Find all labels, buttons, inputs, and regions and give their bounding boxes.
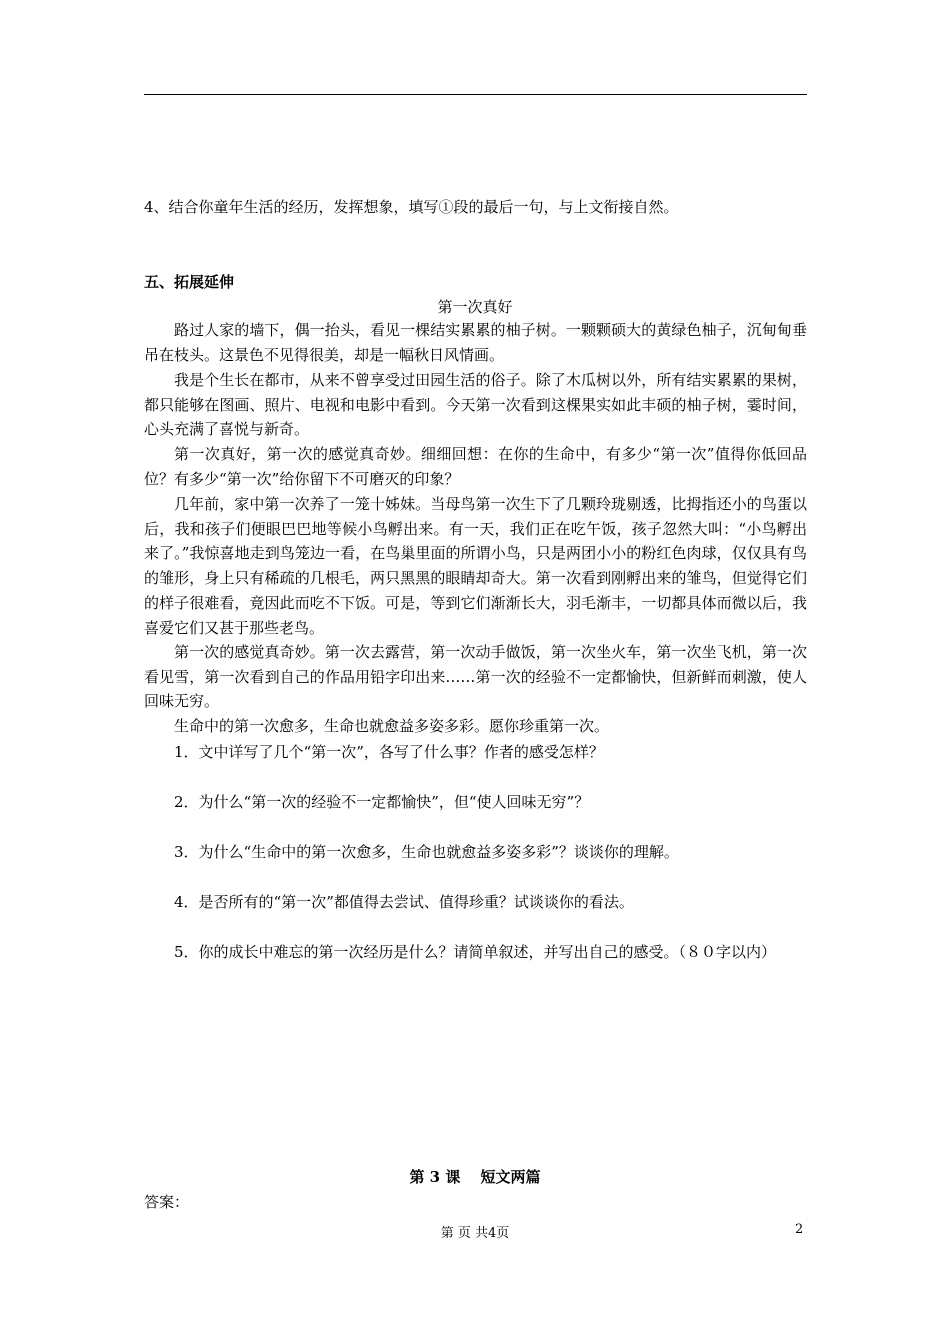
section-heading: 五、拓展延伸 — [144, 273, 235, 291]
header-rule — [144, 94, 807, 95]
question-item: 4．是否所有的“第一次”都值得去尝试、值得珍重？试谈谈你的看法。 — [174, 893, 634, 911]
question-4-previous: 4、结合你童年生活的经历，发挥想象，填写①段的最后一句，与上文衔接自然。 — [144, 198, 679, 216]
article-paragraph: 我是个生长在都市，从来不曾享受过田园生活的俗子。除了木瓜树以外，所有结实累累的果树，都只能够在图画、照片、电视和电影中看到。今天第一次看到这棵果实如此丰硕的柚子树，霎时间，心头充满了喜悦与新奇。 — [144, 371, 807, 439]
question-item: 5．你的成长中难忘的第一次经历是什么？请简单叙述，并写出自己的感受。（８０字以内） — [174, 943, 777, 961]
question-item: 3．为什么“生命中的第一次愈多，生命也就愈益多姿多彩”？谈谈你的理解。 — [174, 843, 679, 861]
article-paragraph: 第一次真好，第一次的感觉真奇妙。细细回想：在你的生命中，有多少“第一次”值得你低回品位？有多少“第一次”给你留下不可磨灭的印象？ — [144, 445, 807, 488]
article-paragraph: 生命中的第一次愈多，生命也就愈益多姿多彩。愿你珍重第一次。 — [174, 717, 610, 735]
footer-page-info: 第 页 共4页 — [440, 1226, 510, 1241]
question-item: 2．为什么“第一次的经验不一定都愉快”，但“使人回味无穷”？ — [174, 793, 590, 811]
page-number: 2 — [795, 1222, 804, 1237]
answer-label: 答案： — [144, 1193, 190, 1211]
article-paragraph: 路过人家的墙下，偶一抬头，看见一棵结实累累的柚子树。一颗颗硕大的黄绿色柚子，沉甸甸垂吊在枝头。这景色不见得很美，却是一幅秋日风情画。 — [144, 321, 807, 364]
article-title: 第一次真好 — [437, 298, 513, 316]
article-paragraph: 几年前，家中第一次养了一笼十姊妹。当母鸟第一次生下了几颗玲珑剔透，比拇指还小的鸟蛋以后，我和孩子们便眼巴巴地等候小鸟孵出来。有一天，我们正在吃午饭，孩子忽然大叫：“小鸟孵出来了。”我惊喜地走到鸟笼边一看，在鸟巢里面的所谓小鸟，只是两团小小的粉红色肉球，仅仅具有鸟的雏形，身上只有稀疏的几根毛，两只黑黑的眼睛却奇大。第一次看到刚孵出来的雏鸟，但觉得它们的样子很难看，竟因此而吃不下饭。可是，等到它们渐渐长大，羽毛渐丰，一切都具体而微以后，我喜爱它们又甚于那些老鸟。 — [144, 495, 807, 637]
question-item: 1．文中详写了几个“第一次”，各写了什么事？作者的感受怎样？ — [174, 743, 604, 761]
article-paragraph: 第一次的感觉真奇妙。第一次去露营，第一次动手做饭，第一次坐火车，第一次坐飞机，第一次看见雪，第一次看到自己的作品用铅字印出来……第一次的经验不一定都愉快，但新鲜而刺激，使人回味无穷。 — [144, 643, 807, 711]
lesson-title: 第 3 课 短文两篇 — [409, 1168, 541, 1186]
